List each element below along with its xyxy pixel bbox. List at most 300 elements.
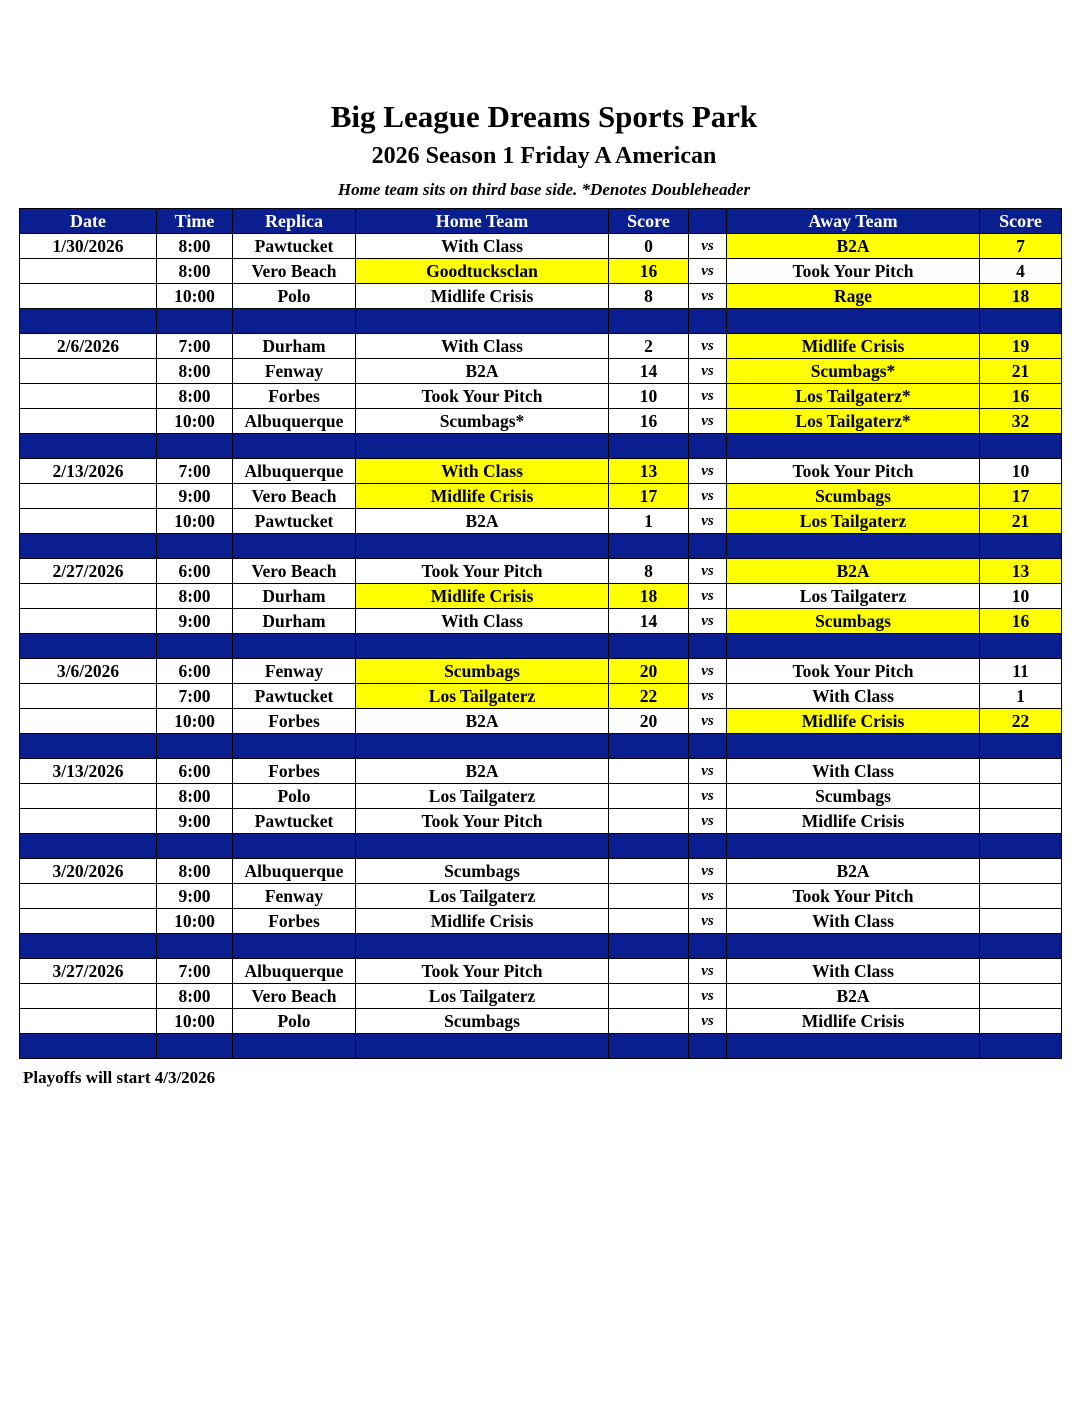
game-replica: Albuquerque — [233, 859, 356, 884]
game-time: 7:00 — [157, 459, 233, 484]
separator-cell — [689, 434, 727, 459]
home-team: Los Tailgaterz — [356, 684, 609, 709]
vs-label: vs — [689, 334, 727, 359]
week-separator — [20, 534, 1062, 559]
home-team: B2A — [356, 759, 609, 784]
separator-cell — [609, 434, 689, 459]
home-team: Los Tailgaterz — [356, 984, 609, 1009]
away-team: Midlife Crisis — [727, 1009, 980, 1034]
game-date: 3/20/2026 — [20, 859, 157, 884]
game-time: 10:00 — [157, 509, 233, 534]
home-team: Took Your Pitch — [356, 809, 609, 834]
away-team: Scumbags* — [727, 359, 980, 384]
away-score: 21 — [980, 359, 1062, 384]
week-separator — [20, 734, 1062, 759]
vs-label: vs — [689, 884, 727, 909]
game-date: 2/27/2026 — [20, 559, 157, 584]
game-date — [20, 359, 157, 384]
home-team: Scumbags — [356, 659, 609, 684]
home-score — [609, 884, 689, 909]
season-subtitle: 2026 Season 1 Friday A American — [371, 143, 717, 169]
away-score: 7 — [980, 234, 1062, 259]
separator-cell — [689, 734, 727, 759]
table-row — [20, 884, 1062, 909]
away-team: B2A — [727, 984, 980, 1009]
separator-cell — [157, 734, 233, 759]
game-replica: Pawtucket — [233, 684, 356, 709]
game-date — [20, 609, 157, 634]
separator-cell — [727, 634, 980, 659]
home-score: 20 — [609, 709, 689, 734]
separator-cell — [609, 534, 689, 559]
home-team: Scumbags — [356, 1009, 609, 1034]
game-date: 1/30/2026 — [20, 234, 157, 259]
vs-label: vs — [689, 684, 727, 709]
page-title: Big League Dreams Sports Park — [330, 99, 758, 134]
away-score: 21 — [980, 509, 1062, 534]
separator-cell — [980, 734, 1062, 759]
separator-cell — [356, 634, 609, 659]
home-team: Midlife Crisis — [356, 584, 609, 609]
game-time: 6:00 — [157, 559, 233, 584]
game-replica: Pawtucket — [233, 234, 356, 259]
home-score — [609, 1009, 689, 1034]
away-team: Rage — [727, 284, 980, 309]
game-time: 7:00 — [157, 959, 233, 984]
away-team: Midlife Crisis — [727, 334, 980, 359]
away-score — [980, 1009, 1062, 1034]
table-row — [20, 809, 1062, 834]
vs-label: vs — [689, 359, 727, 384]
home-team: B2A — [356, 509, 609, 534]
game-date — [20, 884, 157, 909]
vs-label: vs — [689, 234, 727, 259]
separator-cell — [356, 734, 609, 759]
home-team: B2A — [356, 359, 609, 384]
home-team: With Class — [356, 609, 609, 634]
table-row — [20, 234, 1062, 259]
table-row — [20, 709, 1062, 734]
schedule-body — [20, 234, 1062, 1059]
separator-cell — [233, 634, 356, 659]
game-replica: Vero Beach — [233, 259, 356, 284]
away-team: Midlife Crisis — [727, 709, 980, 734]
away-team: Los Tailgaterz* — [727, 384, 980, 409]
away-score: 32 — [980, 409, 1062, 434]
away-score: 10 — [980, 459, 1062, 484]
vs-label: vs — [689, 709, 727, 734]
game-replica: Pawtucket — [233, 809, 356, 834]
vs-label: vs — [689, 859, 727, 884]
separator-cell — [20, 934, 157, 959]
game-time: 7:00 — [157, 334, 233, 359]
vs-label: vs — [689, 609, 727, 634]
vs-label: vs — [689, 1009, 727, 1034]
header-row — [20, 209, 1062, 234]
home-score: 20 — [609, 659, 689, 684]
separator-cell — [727, 834, 980, 859]
game-time: 8:00 — [157, 859, 233, 884]
game-replica: Forbes — [233, 384, 356, 409]
away-team: Scumbags — [727, 609, 980, 634]
game-replica: Durham — [233, 334, 356, 359]
table-row — [20, 334, 1062, 359]
schedule-note: Home team sits on third base side. *Denotes Doubleheader — [337, 180, 751, 199]
game-replica: Albuquerque — [233, 409, 356, 434]
separator-cell — [233, 734, 356, 759]
separator-cell — [689, 1034, 727, 1059]
separator-cell — [609, 1034, 689, 1059]
separator-cell — [727, 534, 980, 559]
away-score — [980, 909, 1062, 934]
separator-cell — [233, 534, 356, 559]
separator-cell — [20, 534, 157, 559]
separator-cell — [609, 734, 689, 759]
game-time: 8:00 — [157, 234, 233, 259]
separator-cell — [689, 834, 727, 859]
separator-cell — [980, 834, 1062, 859]
separator-cell — [356, 934, 609, 959]
header-home-team: Home Team — [356, 209, 609, 234]
away-team: Los Tailgaterz* — [727, 409, 980, 434]
separator-cell — [20, 434, 157, 459]
game-date — [20, 284, 157, 309]
vs-label: vs — [689, 284, 727, 309]
vs-label: vs — [689, 384, 727, 409]
game-time: 8:00 — [157, 384, 233, 409]
week-separator — [20, 634, 1062, 659]
home-team: B2A — [356, 709, 609, 734]
separator-cell — [157, 534, 233, 559]
game-date: 3/27/2026 — [20, 959, 157, 984]
table-row — [20, 784, 1062, 809]
week-separator — [20, 934, 1062, 959]
header-home-score: Score — [609, 209, 689, 234]
home-score — [609, 909, 689, 934]
game-date — [20, 409, 157, 434]
away-team: Took Your Pitch — [727, 884, 980, 909]
game-date — [20, 684, 157, 709]
game-date — [20, 259, 157, 284]
header-away-score: Score — [980, 209, 1062, 234]
away-score — [980, 809, 1062, 834]
game-date: 2/6/2026 — [20, 334, 157, 359]
game-replica: Vero Beach — [233, 484, 356, 509]
vs-label: vs — [689, 909, 727, 934]
separator-cell — [20, 309, 157, 334]
home-team: Midlife Crisis — [356, 484, 609, 509]
home-score: 2 — [609, 334, 689, 359]
away-team: Scumbags — [727, 784, 980, 809]
home-score — [609, 859, 689, 884]
away-score: 1 — [980, 684, 1062, 709]
home-score — [609, 959, 689, 984]
header-replica: Replica — [233, 209, 356, 234]
separator-cell — [157, 634, 233, 659]
table-row — [20, 284, 1062, 309]
table-row — [20, 859, 1062, 884]
table-row — [20, 259, 1062, 284]
game-replica: Polo — [233, 1009, 356, 1034]
home-score: 14 — [609, 359, 689, 384]
away-score: 13 — [980, 559, 1062, 584]
game-time: 7:00 — [157, 684, 233, 709]
table-row — [20, 484, 1062, 509]
separator-cell — [980, 434, 1062, 459]
separator-cell — [980, 634, 1062, 659]
game-time: 10:00 — [157, 409, 233, 434]
home-team: Took Your Pitch — [356, 559, 609, 584]
away-score: 16 — [980, 384, 1062, 409]
table-row — [20, 359, 1062, 384]
home-team: With Class — [356, 234, 609, 259]
vs-label: vs — [689, 759, 727, 784]
separator-cell — [157, 834, 233, 859]
game-replica: Albuquerque — [233, 959, 356, 984]
game-replica: Vero Beach — [233, 984, 356, 1009]
table-row — [20, 584, 1062, 609]
separator-cell — [689, 309, 727, 334]
game-replica: Forbes — [233, 909, 356, 934]
vs-label: vs — [689, 984, 727, 1009]
separator-cell — [20, 734, 157, 759]
game-date — [20, 384, 157, 409]
game-date — [20, 584, 157, 609]
game-time: 6:00 — [157, 759, 233, 784]
separator-cell — [980, 534, 1062, 559]
game-time: 9:00 — [157, 809, 233, 834]
vs-label: vs — [689, 659, 727, 684]
separator-cell — [727, 434, 980, 459]
table-row — [20, 409, 1062, 434]
home-team: Took Your Pitch — [356, 959, 609, 984]
game-replica: Fenway — [233, 359, 356, 384]
game-date — [20, 484, 157, 509]
game-time: 10:00 — [157, 709, 233, 734]
vs-label: vs — [689, 259, 727, 284]
schedule-table — [19, 208, 1062, 1059]
vs-label: vs — [689, 559, 727, 584]
home-score: 13 — [609, 459, 689, 484]
home-score: 18 — [609, 584, 689, 609]
playoffs-note: Playoffs will start 4/3/2026 — [23, 1068, 216, 1087]
game-time: 10:00 — [157, 909, 233, 934]
game-replica: Durham — [233, 609, 356, 634]
game-date — [20, 709, 157, 734]
table-row — [20, 1009, 1062, 1034]
separator-cell — [609, 309, 689, 334]
table-row — [20, 909, 1062, 934]
game-replica: Vero Beach — [233, 559, 356, 584]
header-time: Time — [157, 209, 233, 234]
home-score: 14 — [609, 609, 689, 634]
vs-label: vs — [689, 509, 727, 534]
separator-cell — [609, 634, 689, 659]
separator-cell — [233, 309, 356, 334]
away-score — [980, 759, 1062, 784]
week-separator — [20, 1034, 1062, 1059]
home-score: 0 — [609, 234, 689, 259]
separator-cell — [609, 934, 689, 959]
separator-cell — [609, 834, 689, 859]
away-team: With Class — [727, 909, 980, 934]
game-time: 9:00 — [157, 484, 233, 509]
away-team: Took Your Pitch — [727, 459, 980, 484]
away-score — [980, 784, 1062, 809]
game-time: 10:00 — [157, 284, 233, 309]
separator-cell — [689, 634, 727, 659]
game-time: 9:00 — [157, 609, 233, 634]
table-row — [20, 609, 1062, 634]
home-score: 10 — [609, 384, 689, 409]
home-score — [609, 984, 689, 1009]
vs-label: vs — [689, 809, 727, 834]
separator-cell — [20, 1034, 157, 1059]
away-team: With Class — [727, 959, 980, 984]
game-date — [20, 809, 157, 834]
away-team: Los Tailgaterz — [727, 509, 980, 534]
separator-cell — [727, 934, 980, 959]
away-score: 10 — [980, 584, 1062, 609]
game-time: 8:00 — [157, 784, 233, 809]
away-team: Midlife Crisis — [727, 809, 980, 834]
home-team: Scumbags — [356, 859, 609, 884]
away-team: Los Tailgaterz — [727, 584, 980, 609]
game-time: 8:00 — [157, 359, 233, 384]
game-time: 8:00 — [157, 984, 233, 1009]
game-replica: Fenway — [233, 659, 356, 684]
separator-cell — [980, 1034, 1062, 1059]
home-score: 17 — [609, 484, 689, 509]
table-row — [20, 984, 1062, 1009]
table-row — [20, 559, 1062, 584]
vs-label: vs — [689, 484, 727, 509]
table-row — [20, 509, 1062, 534]
separator-cell — [727, 309, 980, 334]
away-score — [980, 984, 1062, 1009]
game-replica: Forbes — [233, 759, 356, 784]
game-time: 6:00 — [157, 659, 233, 684]
game-time: 8:00 — [157, 584, 233, 609]
separator-cell — [20, 634, 157, 659]
vs-label: vs — [689, 959, 727, 984]
home-team: Midlife Crisis — [356, 909, 609, 934]
separator-cell — [233, 834, 356, 859]
week-separator — [20, 434, 1062, 459]
separator-cell — [157, 934, 233, 959]
separator-cell — [980, 309, 1062, 334]
game-replica: Pawtucket — [233, 509, 356, 534]
away-team: B2A — [727, 234, 980, 259]
game-time: 8:00 — [157, 259, 233, 284]
separator-cell — [356, 309, 609, 334]
game-replica: Durham — [233, 584, 356, 609]
away-score — [980, 884, 1062, 909]
home-team: Midlife Crisis — [356, 284, 609, 309]
separator-cell — [20, 834, 157, 859]
home-team: Took Your Pitch — [356, 384, 609, 409]
away-team: With Class — [727, 684, 980, 709]
game-date — [20, 509, 157, 534]
separator-cell — [727, 1034, 980, 1059]
home-score — [609, 809, 689, 834]
away-score: 11 — [980, 659, 1062, 684]
home-score: 16 — [609, 259, 689, 284]
home-score — [609, 784, 689, 809]
separator-cell — [980, 934, 1062, 959]
separator-cell — [233, 434, 356, 459]
table-row — [20, 384, 1062, 409]
week-separator — [20, 309, 1062, 334]
separator-cell — [157, 1034, 233, 1059]
vs-label: vs — [689, 584, 727, 609]
game-replica: Forbes — [233, 709, 356, 734]
home-team: Scumbags* — [356, 409, 609, 434]
home-score: 1 — [609, 509, 689, 534]
away-score: 18 — [980, 284, 1062, 309]
home-team: With Class — [356, 459, 609, 484]
away-team: Took Your Pitch — [727, 659, 980, 684]
game-replica: Fenway — [233, 884, 356, 909]
home-score: 22 — [609, 684, 689, 709]
separator-cell — [356, 834, 609, 859]
game-date — [20, 909, 157, 934]
separator-cell — [233, 1034, 356, 1059]
table-row — [20, 659, 1062, 684]
separator-cell — [689, 934, 727, 959]
game-time: 9:00 — [157, 884, 233, 909]
header-date: Date — [20, 209, 157, 234]
home-team: Los Tailgaterz — [356, 884, 609, 909]
separator-cell — [356, 534, 609, 559]
home-team: With Class — [356, 334, 609, 359]
away-team: Scumbags — [727, 484, 980, 509]
away-score — [980, 859, 1062, 884]
table-row — [20, 959, 1062, 984]
header-vs — [689, 209, 727, 234]
table-row — [20, 459, 1062, 484]
header-away-team: Away Team — [727, 209, 980, 234]
home-score: 8 — [609, 284, 689, 309]
game-replica: Polo — [233, 284, 356, 309]
away-score — [980, 959, 1062, 984]
home-score: 8 — [609, 559, 689, 584]
away-team: With Class — [727, 759, 980, 784]
separator-cell — [727, 734, 980, 759]
week-separator — [20, 834, 1062, 859]
separator-cell — [157, 309, 233, 334]
separator-cell — [356, 434, 609, 459]
vs-label: vs — [689, 459, 727, 484]
away-team: B2A — [727, 859, 980, 884]
separator-cell — [356, 1034, 609, 1059]
away-score: 22 — [980, 709, 1062, 734]
home-team: Goodtucksclan — [356, 259, 609, 284]
vs-label: vs — [689, 784, 727, 809]
game-date: 3/6/2026 — [20, 659, 157, 684]
separator-cell — [233, 934, 356, 959]
game-date: 3/13/2026 — [20, 759, 157, 784]
separator-cell — [689, 534, 727, 559]
game-time: 10:00 — [157, 1009, 233, 1034]
game-date — [20, 1009, 157, 1034]
away-team: B2A — [727, 559, 980, 584]
game-replica: Polo — [233, 784, 356, 809]
away-score: 17 — [980, 484, 1062, 509]
away-score: 19 — [980, 334, 1062, 359]
home-team: Los Tailgaterz — [356, 784, 609, 809]
home-score: 16 — [609, 409, 689, 434]
